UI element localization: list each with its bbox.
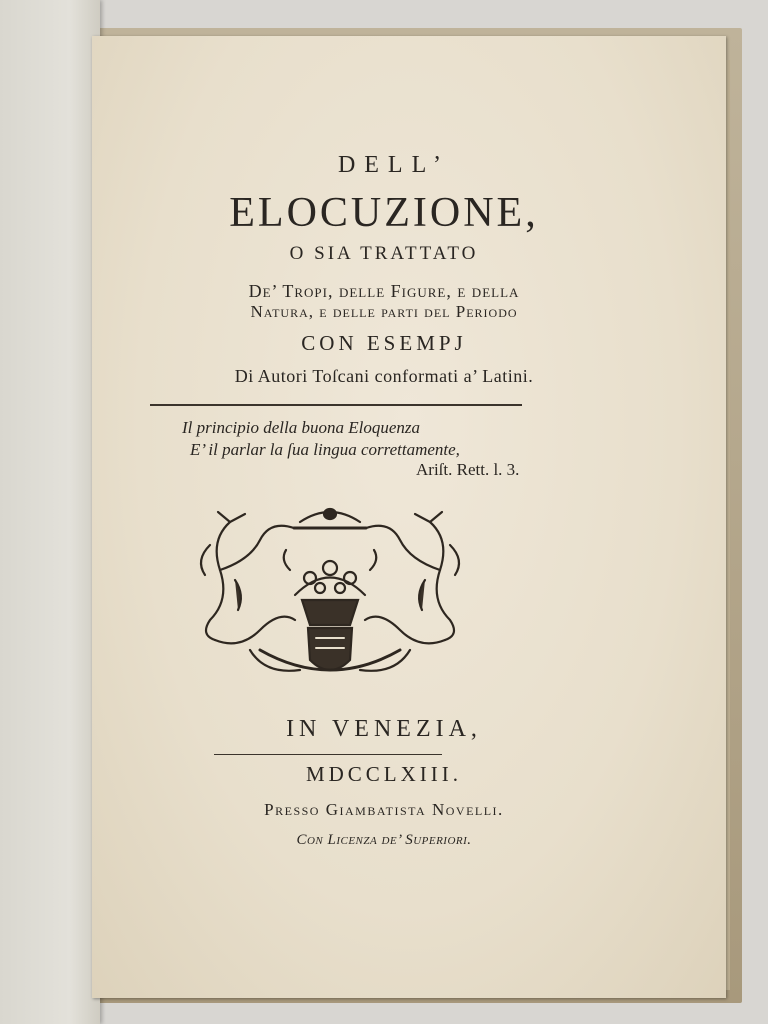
epigraph-line-1: Il principio della buona Eloquenza (182, 418, 420, 437)
subtitle-natura: Natura, e delle parti del Periodo (250, 302, 518, 321)
subtitle-autori: Di Autori Toſcani conformati a’ Latini. (234, 366, 534, 386)
epigraph-line-2: E’ il parlar la ſua lingua correttamente, (190, 440, 460, 459)
epigraph-attribution: Ariſt. Rett. l. 3. (416, 460, 520, 479)
subtitle-tropi: De’ Tropi, delle Figure, e della (248, 281, 520, 301)
main-title: ELOCUZIONE, (229, 190, 539, 236)
imprint-place: IN VENEZIA, (286, 716, 482, 742)
divider-rule (150, 404, 522, 406)
imprint-license: Con Licenza de’ Superiori. (296, 832, 472, 848)
imprint-rule (214, 754, 442, 755)
subtitle-line: O SIA TRATTATO (289, 243, 479, 264)
imprint-printer: Preſſo Giambatista Novelli. (264, 800, 504, 819)
title-line-dell: DELL’ (337, 152, 451, 178)
subtitle-esempj: CON ESEMPJ (301, 331, 467, 355)
imprint-year: MDCCLXIII. (305, 762, 463, 786)
printer-ornament-icon (190, 500, 470, 690)
